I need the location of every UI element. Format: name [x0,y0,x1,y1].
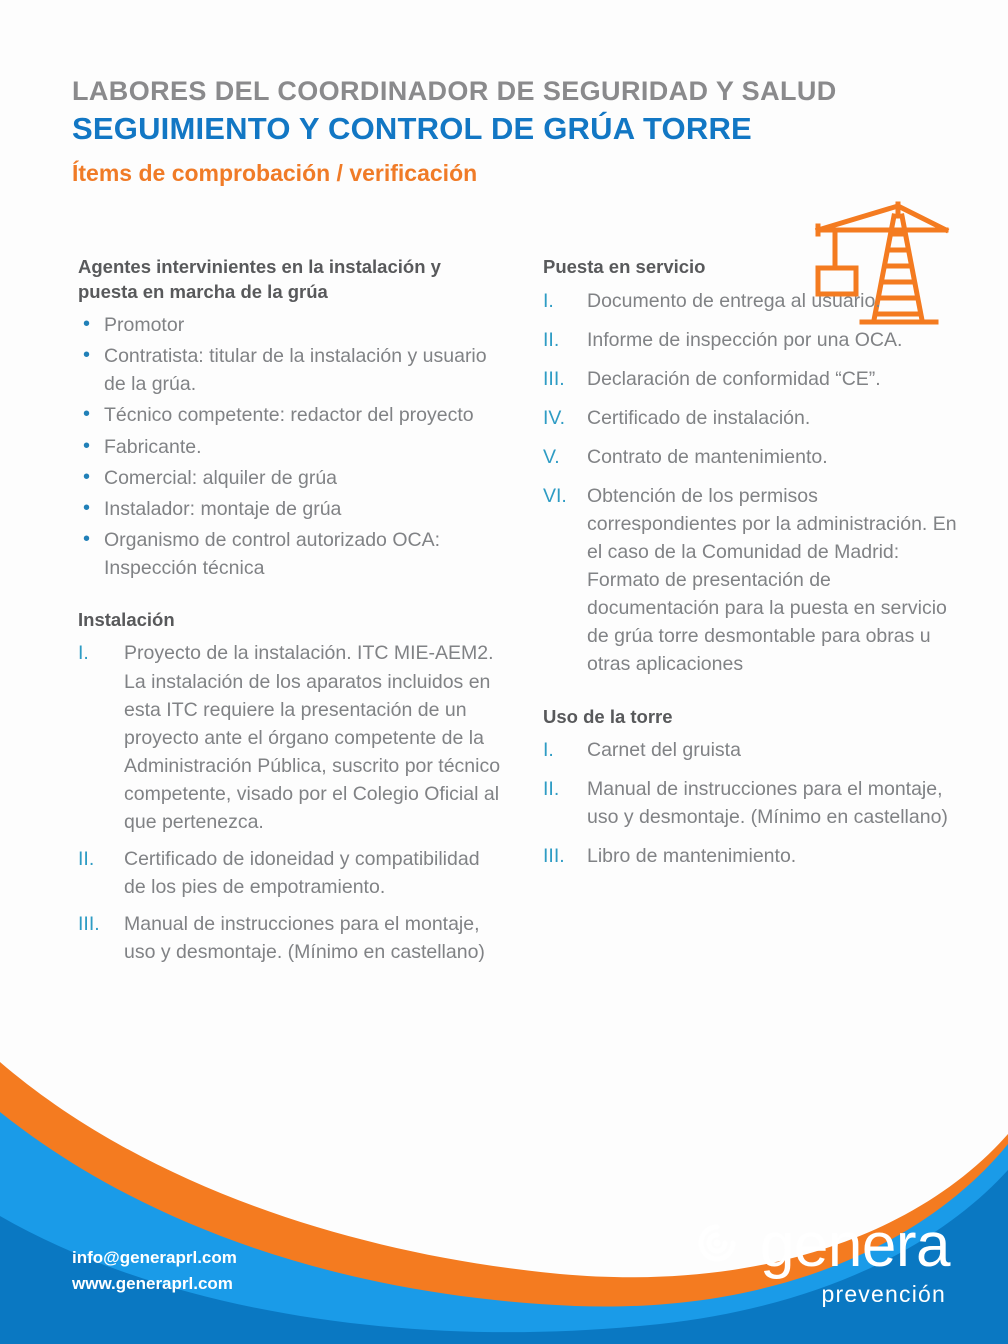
roman-numeral: I. [78,642,89,665]
list-item [543,404,963,432]
list-item: • Promotor [78,311,503,339]
list-item: • Comercial: alquiler de grúa [78,464,503,492]
list-item-text: Informe de inspección por una OCA. [587,328,903,351]
list-item: • Contratista: titular de la instalación y usuario de la grúa. [78,342,503,398]
list-item [78,845,503,901]
section-heading-uso-de-la-torre: Uso de la torre [543,705,673,727]
logo-wordmark: genera [759,1210,950,1280]
instalacion-list [78,639,503,966]
list-item-text: Manual de instrucciones para el montaje, uso y desmontaje. (Mínimo en castellano) [124,913,485,964]
section-heading-agentes: Agentes intervinientes en la instalación y puesta en marcha de la grúa [78,256,441,302]
logo-tagline: prevención [821,1281,946,1307]
section-heading-instalacion: Instalación [78,608,175,630]
roman-numeral: II. [543,778,560,801]
list-item [543,326,963,354]
right-column [543,255,963,881]
genera-spiral-icon [686,1212,748,1279]
agentes-list [78,311,503,582]
list-item: • Técnico competente: redactor del proyecto [78,401,503,429]
list-item [543,287,963,315]
list-item [543,365,963,393]
roman-numeral: V. [543,445,560,468]
list-item: • Fabricante. [78,433,503,461]
roman-numeral: IV. [543,406,566,429]
header-kicker: LABORES DEL COORDINADOR DE SEGURIDAD Y SALUD [72,76,837,106]
brand-logo [686,1212,950,1308]
section-heading-puesta-en-servicio: Puesta en servicio [543,256,706,277]
list-item [78,639,503,836]
roman-numeral: II. [78,848,95,871]
contact-website[interactable]: www.generaprl.com [72,1273,233,1293]
list-item-text: Manual de instrucciones para el montaje, uso y desmontaje. (Mínimo en castellano) [587,778,948,829]
roman-numeral: I. [543,739,554,762]
logo-row [686,1212,950,1279]
roman-numeral: III. [543,845,565,868]
list-item-text: Proyecto de la instalación. ITC MIE-AEM2. La instalación de los aparatos incluidos en esta ITC requiere la presentación de un proyecto ante el órgano competente de la Administración Pública, suscrito por técnico competente, visado por el Colegio Oficial al que pertenezca. [124,642,501,833]
roman-numeral: II. [543,328,560,351]
list-item [543,482,963,679]
footer-contact [72,1245,237,1296]
roman-numeral: VI. [543,484,567,507]
document-header [72,76,952,188]
list-item [543,443,963,471]
roman-numeral: III. [543,367,565,390]
list-item-text: Certificado de instalación. [587,406,811,429]
page-subtitle: Ítems de comprobación / verificación [72,159,478,186]
list-item-text: Carnet del gruista [587,739,741,762]
list-item: • Instalador: montaje de grúa [78,495,503,523]
list-item-text: Certificado de idoneidad y compatibilidad de los pies de empotramiento. [124,848,480,899]
puesta-en-servicio-list [543,287,963,679]
roman-numeral: I. [543,289,554,312]
list-item-text: Contrato de mantenimiento. [587,445,828,468]
list-item-text: Libro de mantenimiento. [587,845,797,868]
left-column [78,255,503,975]
list-item [78,910,503,966]
list-item-text: Obtención de los permisos correspondientes por la administración. En el caso de la Comunidad de Madrid: Formato de presentación de documentación para la puesta en servicio de grúa torre desmontable para obras u otras aplicaciones [587,484,957,676]
uso-de-la-torre-list [543,736,963,870]
contact-email[interactable]: info@generaprl.com [72,1248,237,1267]
list-item: • Organismo de control autorizado OCA: Inspección técnica [78,526,503,582]
list-item-text: Documento de entrega al usuario. [587,289,881,312]
roman-numeral: III. [78,913,100,936]
page-title: SEGUIMIENTO Y CONTROL DE GRÚA TORRE [72,110,752,146]
list-item-text: Declaración de conformidad “CE”. [587,367,881,390]
list-item [543,775,963,831]
list-item [543,736,963,764]
list-item [543,842,963,870]
